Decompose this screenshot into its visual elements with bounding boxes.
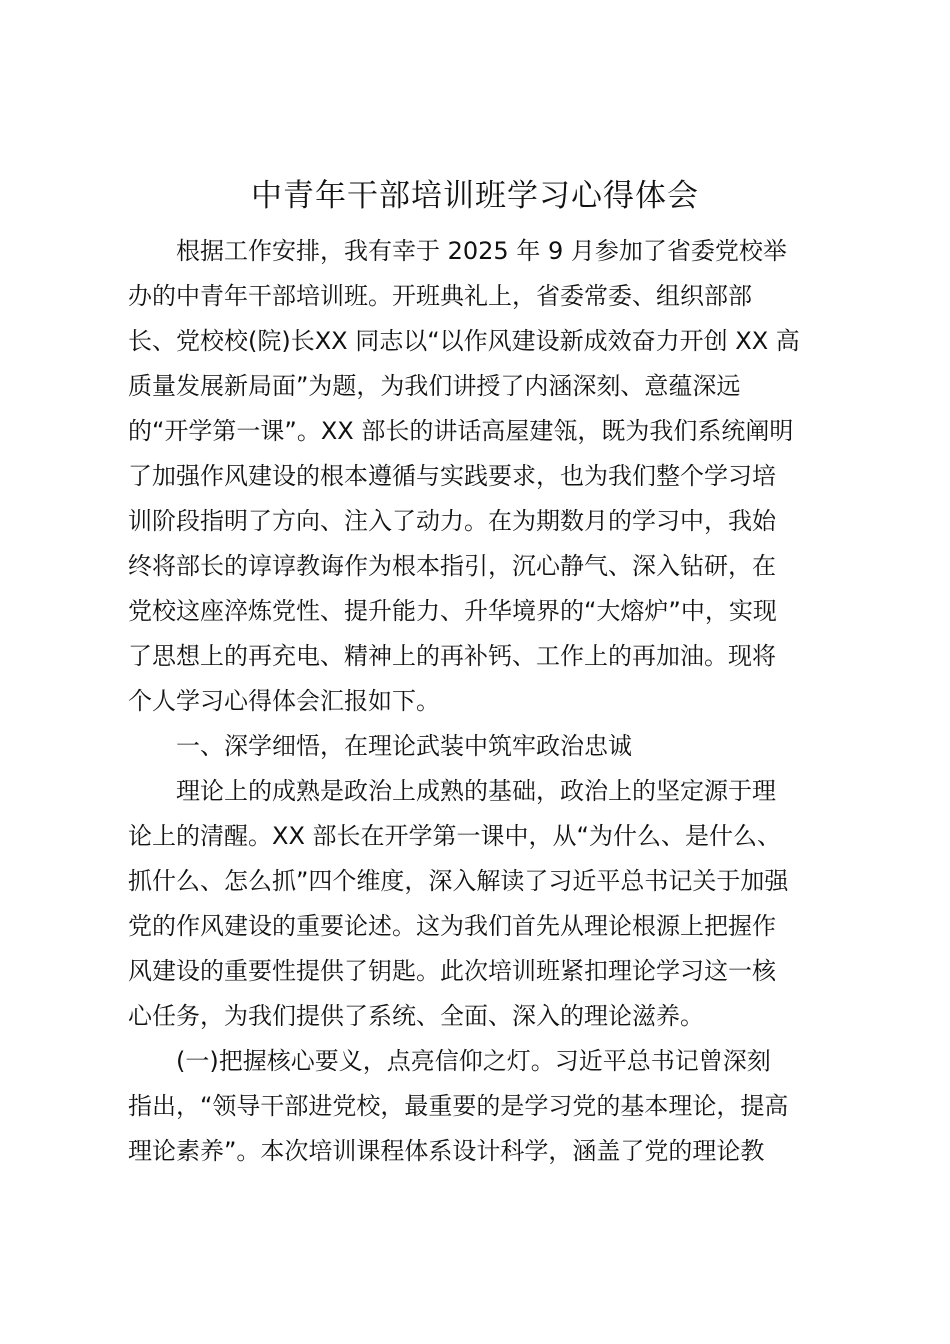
section-heading: 一、深学细悟，在理论武装中筑牢政治忠诚 — [176, 732, 632, 760]
text-line: 指出，“领导干部进党校，最重要的是学习党的基本理论，提高 — [128, 1092, 789, 1120]
text-line: 长、党校校(院)长XX 同志以“以作风建设新成效奋力开创 XX 高 — [128, 327, 800, 355]
text-line: 理论上的成熟是政治上成熟的基础，政治上的坚定源于理 — [176, 777, 776, 805]
document-title: 中青年干部培训班学习心得体会 — [251, 178, 699, 214]
text-line: (一)把握核心要义，点亮信仰之灯。习近平总书记曾深刻 — [176, 1047, 771, 1075]
text-line: 质量发展新局面”为题，为我们讲授了内涵深刻、意蕴深远 — [128, 372, 741, 400]
text-line: 抓什么、怎么抓”四个维度，深入解读了习近平总书记关于加强 — [128, 867, 789, 895]
text-line: 了思想上的再充电、精神上的再补钙、工作上的再加油。现将 — [128, 642, 776, 670]
text-line: 了加强作风建设的根本遵循与实践要求，也为我们整个学习培 — [128, 462, 776, 490]
text-line: 训阶段指明了方向、注入了动力。在为期数月的学习中，我始 — [128, 507, 776, 535]
text-line: 根据工作安排，我有幸于 2025 年 9 月参加了省委党校举 — [176, 237, 787, 265]
text-line: 的“开学第一课”。XX 部长的讲话高屋建瓴，既为我们系统阐明 — [128, 417, 794, 445]
text-line: 心任务，为我们提供了系统、全面、深入的理论滋养。 — [128, 1002, 704, 1030]
text-line: 办的中青年干部培训班。开班典礼上，省委常委、组织部部 — [128, 282, 752, 310]
text-line: 个人学习心得体会汇报如下。 — [128, 687, 440, 715]
text-line: 论上的清醒。XX 部长在开学第一课中，从“为什么、是什么、 — [128, 822, 781, 850]
text-line: 党校这座淬炼党性、提升能力、升华境界的“大熔炉”中，实现 — [128, 597, 777, 625]
text-line: 理论素养”。本次培训课程体系设计科学，涵盖了党的理论教 — [128, 1137, 765, 1165]
text-line: 党的作风建设的重要论述。这为我们首先从理论根源上把握作 — [128, 912, 776, 940]
text-line: 终将部长的谆谆教诲作为根本指引，沉心静气、深入钻研，在 — [128, 552, 776, 580]
text-line: 风建设的重要性提供了钥匙。此次培训班紧扣理论学习这一核 — [128, 957, 776, 985]
